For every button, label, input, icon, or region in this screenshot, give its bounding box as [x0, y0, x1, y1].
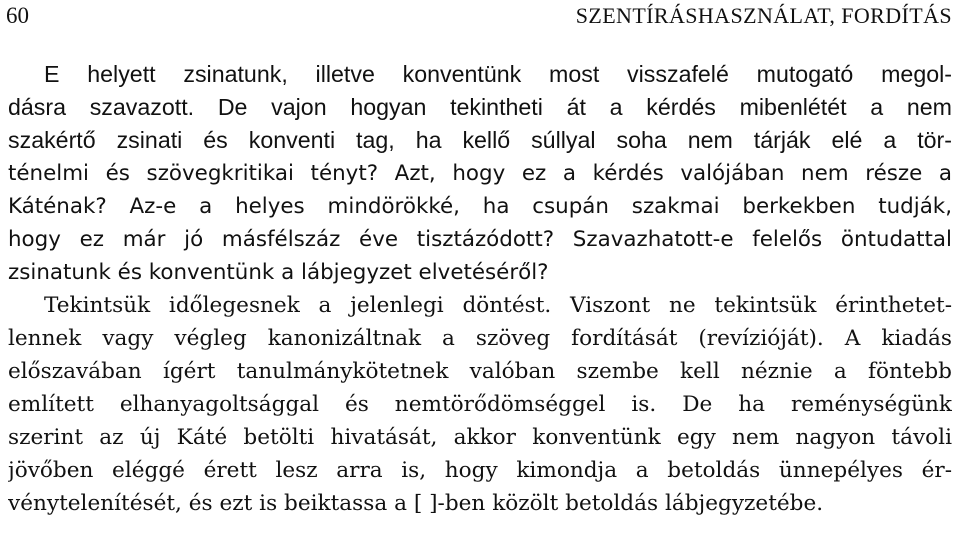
text-line: szerint az új Káté betölti hivatását, akkor konventünk egy nem nagyon távoli	[8, 425, 952, 450]
text-line: E helyett zsinatunk, illetve konventünk most visszafelé mutogató megol-	[44, 61, 952, 87]
text-line: említett elhanyagoltsággal és nemtörődömséggel is. De ha reménységünk	[8, 392, 952, 417]
text-line: szakértő zsinati és konventi tag, ha kellő súllyal soha nem tárják elé a tör-	[8, 127, 952, 153]
text-line: dásra szavazott. De vajon hogyan tekintheti át a kérdés mibenlétét a nem	[8, 94, 952, 120]
text-line: előszavában ígért tanulmánykötetnek valóban szembe kell néznie a föntebb	[8, 359, 952, 384]
text-line: lennek vagy végleg kanonizáltnak a szöveg fordítását (revízióját). A kiadás	[8, 326, 952, 351]
text-line: jövőben eléggé érett lesz arra is, hogy kimondja a betoldás ünnepélyes ér-	[8, 458, 952, 483]
text-line: zsinatunk és konventünk a lábjegyzet elvetéséről?	[8, 260, 549, 285]
running-head: SZENTÍRÁSHASZNÁLAT, FORDÍTÁS	[575, 3, 952, 28]
text-line: Tekintsük időlegesnek a jelenlegi döntést. Viszont ne tekintsük érinthetet-	[44, 293, 952, 318]
page-number: 60	[6, 3, 29, 28]
text-line: ténelmi és szövegkritikai tényt? Azt, hogy ez a kérdés valójában nem része a	[8, 161, 952, 186]
text-line: vénytelenítését, és ezt is beiktassa a [ ]-ben közölt betoldás lábjegyzetébe.	[8, 491, 824, 516]
page-header	[0, 0, 960, 34]
text-line: Káténak? Az-e a helyes mindörökké, ha csupán szakmai berkekben tudják,	[8, 194, 952, 219]
text-line: hogy ez már jó másfélszáz éve tisztázódott? Szavazhatott-e felelős öntudattal	[8, 227, 952, 252]
